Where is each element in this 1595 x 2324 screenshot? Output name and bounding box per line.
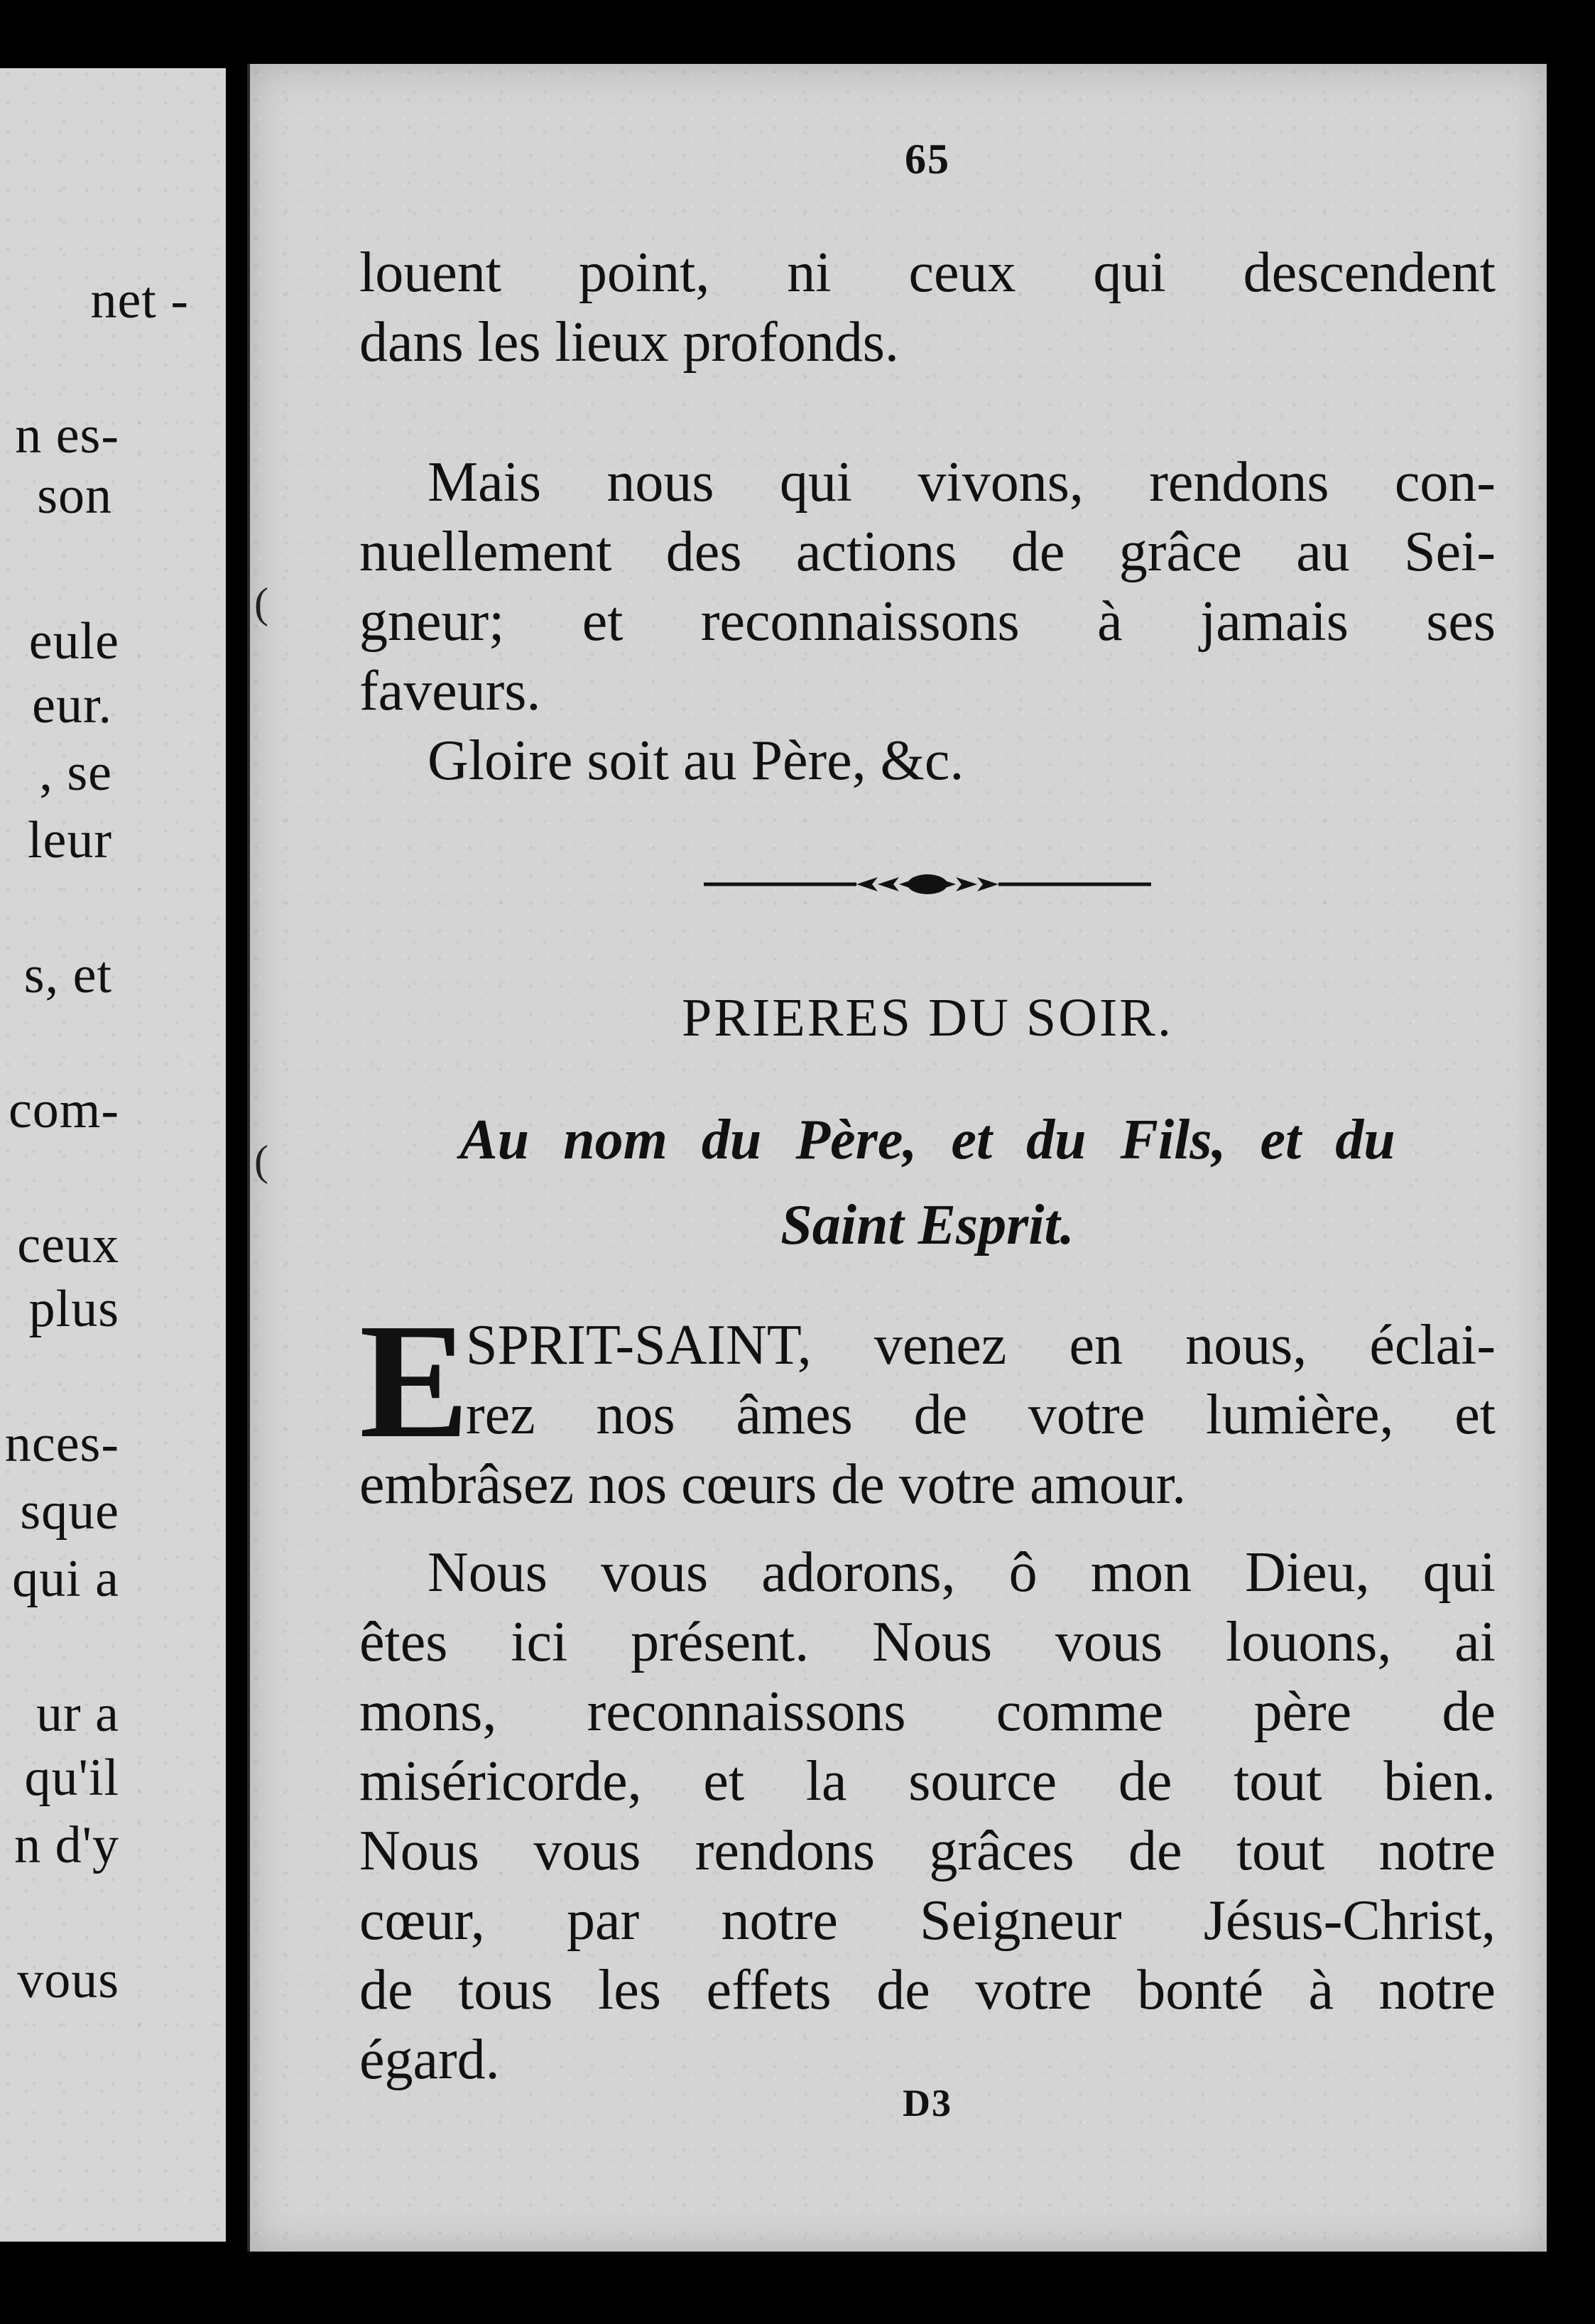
left-page-fragment: son — [37, 467, 112, 525]
left-page-fragment: sque — [20, 1482, 119, 1541]
text-line: de tous les effets de votre bonté à notre — [359, 1959, 1496, 2021]
doxology-line — [359, 726, 1496, 796]
text-line: égard. — [359, 2029, 500, 2091]
drop-cap-letter: E — [359, 1290, 469, 1472]
left-facing-page — [0, 68, 226, 2242]
margin-mark: ( — [254, 1137, 268, 1184]
text-line: Nous vous rendons grâces de tout notre — [359, 1820, 1496, 1882]
paragraph — [359, 1538, 1496, 2095]
left-page-fragment: qui a — [12, 1550, 119, 1608]
left-page-fragment: vous — [17, 1951, 119, 2009]
left-page-fragment: s, et — [23, 946, 112, 1004]
subtitle-line: Saint Esprit. — [780, 1194, 1074, 1256]
text-line: embrâsez nos cœurs de votre amour. — [359, 1453, 1187, 1516]
signature-mark: D3 — [903, 2082, 952, 2124]
left-page-fragment: com- — [8, 1081, 119, 1139]
subtitle-line: Au nom du Père, et du Fils, et du — [459, 1109, 1395, 1171]
book-gutter — [226, 43, 247, 2273]
text-line: Mais nous qui vivons, rendons con- — [428, 451, 1496, 514]
text-line: SPRIT-SAINT, venez en nous, éclai- — [466, 1314, 1496, 1377]
left-page-fragment: qu'il — [24, 1749, 119, 1807]
text-line: mons, reconnaissons comme père de — [359, 1680, 1496, 1743]
text-line: louent point, ni ceux qui descendent — [359, 241, 1496, 304]
paragraph — [359, 447, 1496, 726]
text-line: Nous vous adorons, ô mon Dieu, qui — [428, 1541, 1496, 1604]
left-page-fragment: plus — [28, 1280, 119, 1338]
right-page — [247, 64, 1550, 2252]
margin-mark: ( — [254, 580, 268, 626]
text-line: miséricorde, et la source de tout bien. — [359, 1750, 1496, 1813]
left-page-fragment: n es- — [15, 406, 119, 465]
section-heading: PRIERES DU SOIR. — [682, 988, 1173, 1048]
ornamental-divider — [359, 863, 1496, 906]
left-page-fragment: , se — [39, 744, 112, 802]
text-line: gneur; et reconnaissons à jamais ses — [359, 590, 1496, 653]
text-line: rez nos âmes de votre lumière, et — [466, 1384, 1496, 1446]
left-page-fragment: ceux — [17, 1216, 119, 1274]
text-line: faveurs. — [359, 660, 541, 722]
scan-border — [1547, 64, 1595, 2252]
left-page-fragment: leur — [27, 811, 112, 869]
text-line: cœur, par notre Seigneur Jésus-Christ, — [359, 1889, 1496, 1952]
left-page-fragment: eule — [28, 612, 119, 670]
paragraph — [359, 1290, 1496, 1519]
text-line: nuellement des actions de grâce au Sei- — [359, 521, 1496, 583]
text-line: êtes ici présent. Nous vous louons, ai — [359, 1611, 1496, 1673]
left-page-fragment: eur. — [32, 676, 112, 734]
left-page-fragment: net - — [90, 271, 189, 330]
paragraph-continuation — [359, 238, 1496, 377]
left-page-fragment: nces- — [4, 1415, 119, 1473]
page-number: 65 — [905, 136, 950, 183]
text-line: dans les lieux profonds. — [359, 311, 899, 374]
left-page-fragment: ur a — [36, 1685, 119, 1743]
left-page-fragment: n d'y — [14, 1816, 119, 1874]
text-line: Gloire soit au Père, &c. — [428, 729, 964, 792]
